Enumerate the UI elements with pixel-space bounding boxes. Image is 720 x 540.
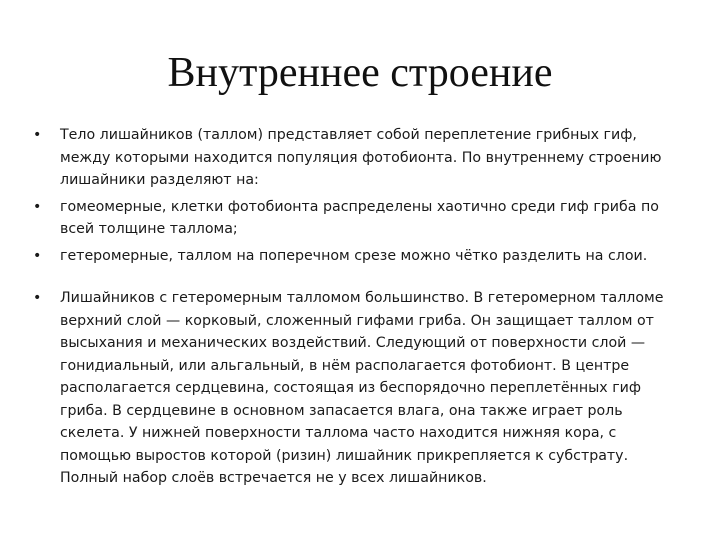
bullet-item-homoeomerous: [33, 196, 683, 241]
bullet-text: Тело лишайников (таллом) представляет собой переплетение грибных гиф, между которыми находится популяция фотобионта. По внутреннему строению лишайники разделяют на:: [60, 127, 662, 188]
bullet-dot-icon: •: [33, 247, 42, 264]
bullet-text: гомеомерные, клетки фотобионта распределены хаотично среди гиф гриба по всей толщине таллома;: [60, 198, 659, 237]
bullet-item-heteromerous: [33, 245, 683, 268]
bullet-item-layers: [33, 287, 683, 490]
bullet-item-thallus: [33, 124, 683, 192]
bullet-dot-icon: •: [33, 127, 42, 143]
slide-title: Внутреннее строение: [167, 50, 553, 96]
bullet-text: Лишайников с гетеромерным талломом большинство. В гетеромерном талломе верхний слой — корковый, сложенный гифами гриба. Он защищает таллом от высыхания и механических воздействий. Следующий от поверхности слой — гонидиальный, или альгальный, в нём располагается фотобионт. В центре располагается сердцевина, состоящая из беспорядочно переплетённых гиф гриба. В сердцевине в основном запасается влага, она также играет роль скелета. У нижней поверхности таллома часто находится нижняя кора, с помощью выростов которой (ризин) лишайник прикрепляется к субстрату. Полный набор слоёв встречается не у всех лишайников.: [60, 290, 664, 486]
bullet-list: [33, 124, 683, 494]
bullet-dot-icon: •: [33, 290, 42, 306]
bullet-dot-icon: •: [33, 198, 42, 215]
bullet-text: гетеромерные, таллом на поперечном срезе можно чётко разделить на слои.: [60, 247, 648, 264]
